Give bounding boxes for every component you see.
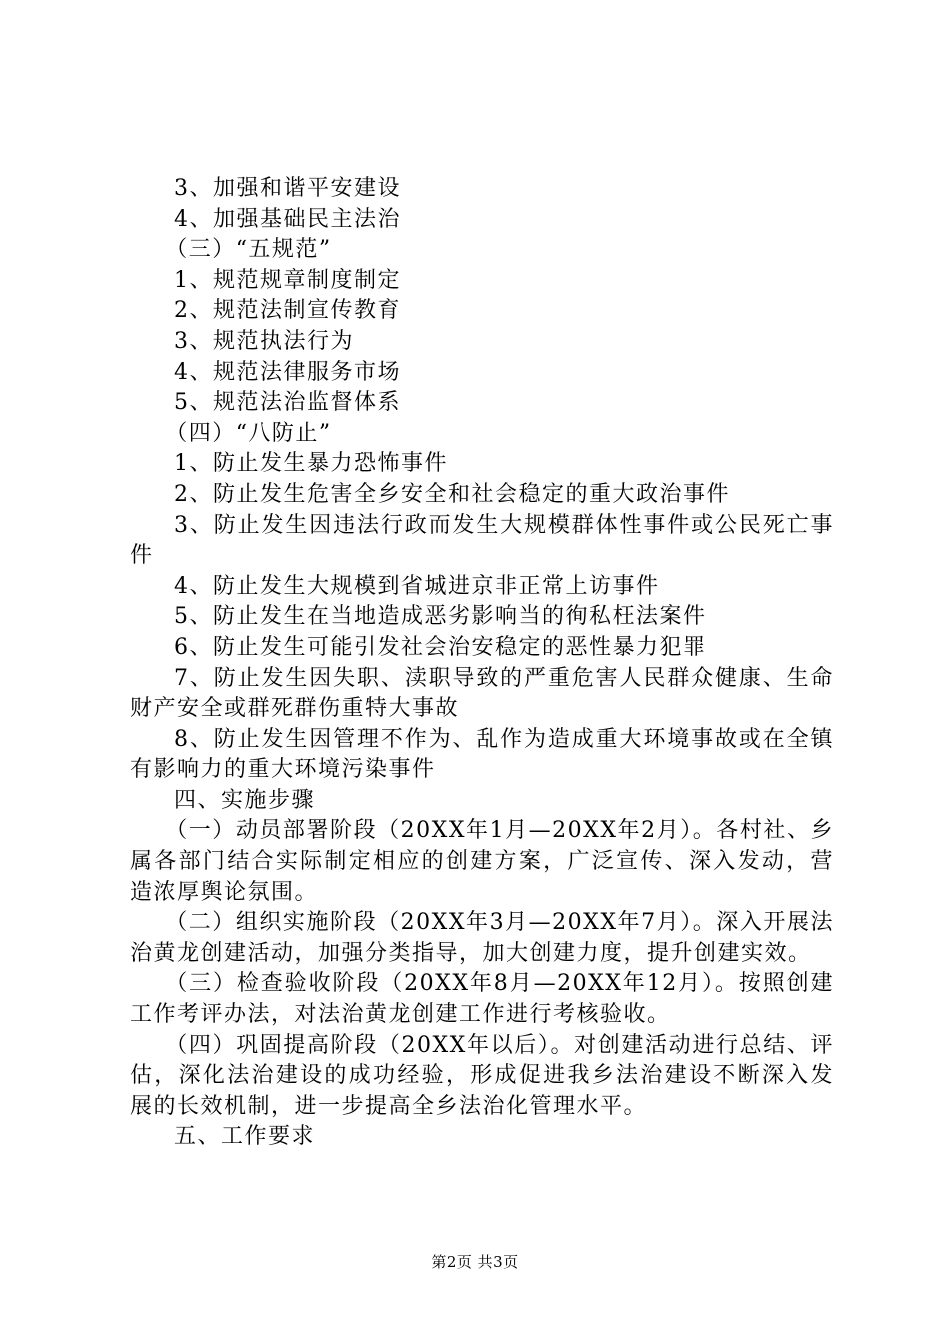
paragraph: （三）检查验收阶段（20XX年8月—20XX年12月）。按照创建工作考评办法，对法治黄龙创建工作进行考核验收。 [130,971,834,1028]
list-item: 4、防止发生大规模到省城进京非正常上访事件 [174,573,660,599]
paragraph: （四）巩固提高阶段（20XX年以后）。对创建活动进行总结、评估，深化法治建设的成功经验，形成促进我乡法治建设不断深入发展的长效机制，进一步提高全乡法治化管理水平。 [130,1032,834,1119]
list-item: 2、规范法制宣传教育 [174,298,401,324]
list-item: 7、防止发生因失职、渎职导致的严重危害人民群众健康、生命财产安全或群死群伤重特大事故 [130,665,834,722]
list-item: 8、防止发生因管理不作为、乱作为造成重大环境事故或在全镇有影响力的重大环境污染事件 [130,726,834,783]
list-item: 5、防止发生在当地造成恶劣影响当的徇私枉法案件 [174,604,707,630]
section-heading: （四）“八防止” [165,420,332,446]
section-heading: （三）“五规范” [165,237,332,263]
list-item: 1、规范规章制度制定 [174,267,401,293]
list-item: 6、防止发生可能引发社会治安稳定的恶性暴力犯罪 [174,634,707,660]
list-item: 3、规范执法行为 [174,328,354,354]
section-heading: 四、实施步骤 [174,787,316,813]
paragraph: （二）组织实施阶段（20XX年3月—20XX年7月）。深入开展法治黄龙创建活动，加强分类指导，加大创建力度，提升创建实效。 [130,910,834,966]
list-item: 4、加强基础民主法治 [174,206,401,232]
section-heading: 五、工作要求 [174,1124,316,1150]
list-item: 2、防止发生危害全乡安全和社会稳定的重大政治事件 [174,481,730,507]
document-body [130,174,834,1153]
page-footer [0,1251,950,1272]
paragraph: （一）动员部署阶段（20XX年1月—20XX年2月）。各村社、乡属各部门结合实际制定相应的创建方案，广泛宣传、深入发动，营造浓厚舆论氛围。 [130,818,834,905]
page-number: 第2页 共3页 [431,1253,519,1271]
list-item: 3、防止发生因违法行政而发生大规模群体性事件或公民死亡事件 [130,512,834,569]
list-item: 5、规范法治监督体系 [174,390,401,416]
list-item: 3、加强和谐平安建设 [174,176,401,201]
list-item: 4、规范法律服务市场 [174,359,401,385]
list-item: 1、防止发生暴力恐怖事件 [174,451,448,477]
